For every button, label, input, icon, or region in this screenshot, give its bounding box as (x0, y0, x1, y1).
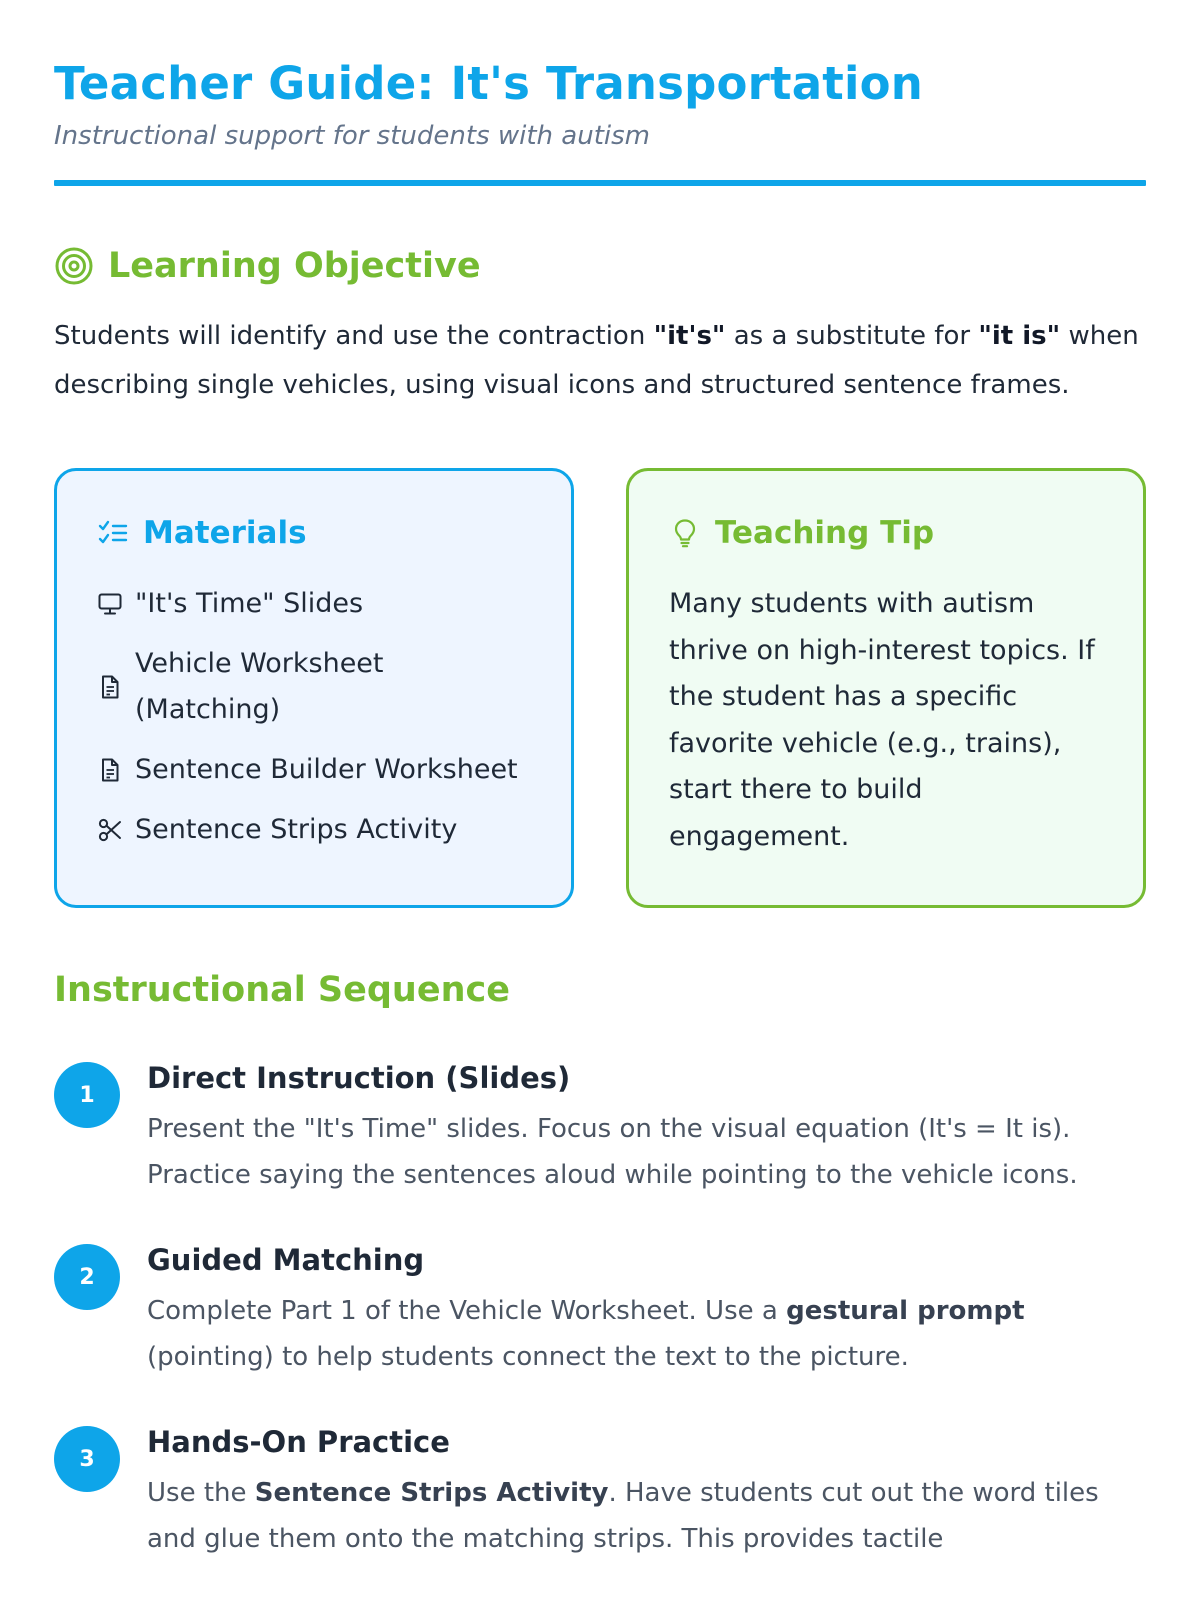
list-item (97, 807, 531, 853)
material-label: Vehicle Worksheet (Matching) (135, 648, 384, 725)
step-title: Guided Matching (147, 1243, 425, 1277)
header-divider (54, 180, 1146, 186)
objective-bold-its: "it's" (653, 321, 726, 351)
lightbulb-icon (669, 517, 701, 549)
step-number-badge: 1 (54, 1062, 120, 1128)
sequence-steps (54, 1058, 1146, 1562)
step-description (147, 1106, 1146, 1198)
objective-text-start: Students will identify and use the contraction (54, 321, 654, 351)
info-cards (54, 468, 1146, 908)
step-number-badge: 2 (54, 1244, 120, 1310)
step-desc-text: Complete Part 1 of the Vehicle Worksheet. Use a (147, 1296, 787, 1326)
step-description (147, 1470, 1146, 1562)
scissors-icon (97, 817, 123, 843)
page-title: Teacher Guide: It's Transportation (54, 57, 923, 110)
materials-list (97, 581, 531, 853)
objective-heading (54, 242, 1146, 290)
step-description (147, 1288, 1146, 1380)
document-icon (97, 757, 123, 783)
page-subtitle: Instructional support for students with autism (54, 121, 651, 151)
tip-heading-text: Teaching Tip (715, 515, 935, 551)
step-desc-text: (pointing) to help students connect the text to the picture. (147, 1342, 909, 1372)
material-label: "It's Time" Slides (135, 588, 364, 619)
teaching-tip-card (626, 468, 1146, 908)
step-title: Direct Instruction (Slides) (147, 1061, 571, 1095)
list-item (97, 581, 531, 627)
sequence-heading: Instructional Sequence (54, 970, 510, 1010)
step-body (147, 1240, 1146, 1380)
materials-card (54, 468, 574, 908)
tip-heading (669, 511, 1103, 555)
step-item (54, 1240, 1146, 1380)
material-label: Sentence Builder Worksheet (135, 754, 518, 785)
tip-text: Many students with autism thrive on high-interest topics. If the student has a specific favorite vehicle (e.g., trains), start there to build engagement. (669, 588, 1095, 852)
objective-text-end: when describing single vehicles, using visual icons and structured sentence frames. (54, 321, 1139, 400)
list-item (97, 747, 531, 793)
step-desc-bold: Sentence Strips Activity (254, 1478, 609, 1508)
list-item (97, 641, 397, 733)
monitor-icon (97, 591, 123, 617)
objective-text (54, 312, 1146, 410)
materials-heading (97, 511, 531, 555)
step-desc-text: . Have students cut out the word tiles and glue them onto the matching strips. This provides tactile (147, 1478, 1099, 1554)
checklist-icon (97, 517, 129, 549)
step-desc-bold: gestural prompt (786, 1296, 1025, 1326)
guide-header (54, 0, 1146, 186)
step-item (54, 1422, 1146, 1562)
step-item (54, 1058, 1146, 1198)
document-icon (97, 674, 123, 700)
materials-heading-text: Materials (143, 515, 307, 551)
step-number-badge: 3 (54, 1426, 120, 1492)
step-desc-text: Present the "It's Time" slides. Focus on the visual equation (It's = It is). Practice saying the sentences aloud while pointing to the vehicle icons. (147, 1114, 1078, 1190)
step-desc-text: Use the (147, 1478, 255, 1508)
objective-text-middle: as a substitute for (725, 321, 979, 351)
step-title: Hands-On Practice (147, 1425, 450, 1459)
step-body (147, 1422, 1146, 1562)
step-body (147, 1058, 1146, 1198)
target-icon (54, 246, 94, 286)
objective-heading-text: Learning Objective (108, 246, 481, 286)
material-label: Sentence Strips Activity (135, 814, 458, 845)
objective-bold-it-is: "it is" (978, 321, 1061, 351)
